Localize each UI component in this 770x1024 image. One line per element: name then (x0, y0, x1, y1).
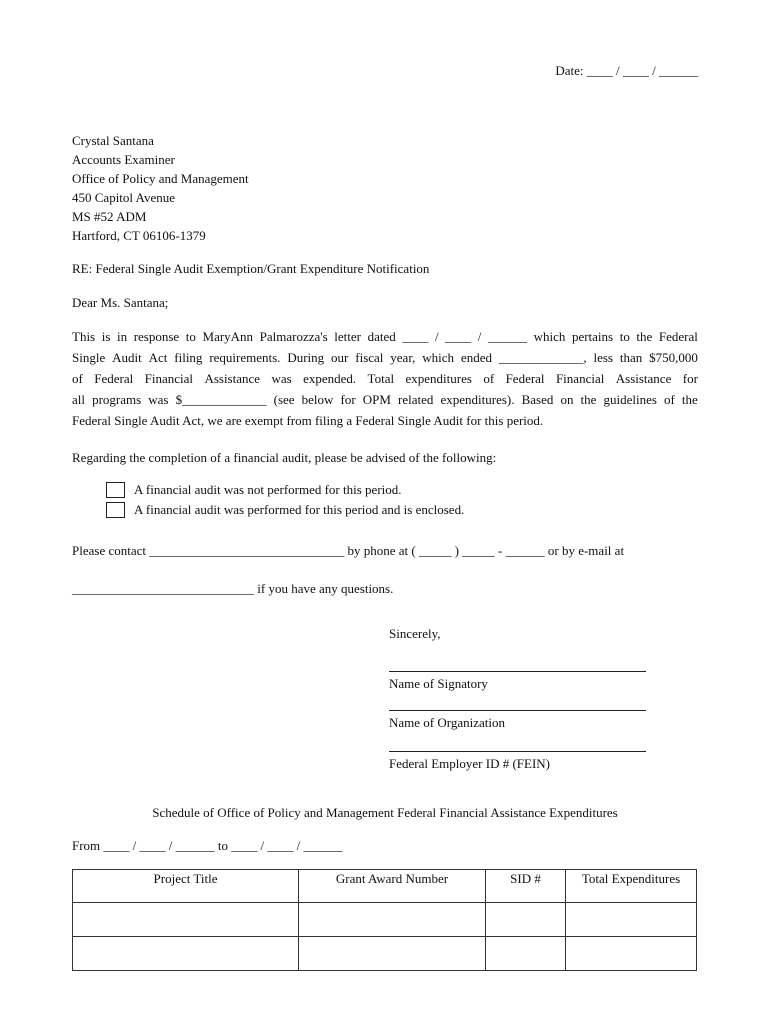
body-word: Total (367, 371, 395, 386)
recipient-office: Office of Policy and Management (72, 171, 249, 186)
body-word: programs (92, 392, 142, 407)
body-word: the (681, 392, 698, 407)
body-word: Assistance (615, 371, 672, 386)
body-word: letter (334, 329, 362, 344)
body-word: the (580, 392, 597, 407)
body-word: Federal (505, 371, 545, 386)
body-line-2 (72, 347, 698, 368)
body-word: on (560, 392, 574, 407)
body-word: which (533, 329, 566, 344)
body-line-4 (72, 389, 698, 410)
body-word: Federal (658, 329, 698, 344)
body-word: of (483, 371, 495, 386)
date-field[interactable]: Date: ____ / ____ / ______ (555, 63, 698, 78)
audit-not-performed-option[interactable] (106, 482, 402, 498)
body-line-5: Federal Single Audit Act, we are exempt from filing a Federal Single Audit for this period. (72, 413, 544, 428)
recipient-name: Crystal Santana (72, 133, 154, 148)
body-word: the (636, 329, 653, 344)
body-word: ____ (445, 329, 472, 344)
schedule-title: Schedule of Office of Policy and Management Federal Financial Assistance Expenditures (152, 805, 618, 820)
recipient-address (72, 131, 249, 245)
body-word: (see (273, 392, 295, 407)
audit-not-performed-label: A financial audit was not performed for this period. (134, 482, 402, 497)
body-word: / (477, 329, 482, 344)
cell-project-title[interactable] (73, 903, 299, 937)
recipient-street: 450 Capitol Avenue (72, 190, 176, 205)
body-word: / (434, 329, 439, 344)
body-word: MaryAnn (202, 329, 254, 344)
recipient-mail-stop: MS #52 ADM (72, 209, 147, 224)
body-word: dated (367, 329, 396, 344)
body-word: in (116, 329, 128, 344)
body-paragraph (72, 326, 698, 431)
header-total-expenditures: Total Expenditures (566, 870, 697, 903)
body-word: for (682, 371, 698, 386)
cell-grant-award-number[interactable] (299, 937, 486, 971)
cell-total-expenditures[interactable] (566, 937, 697, 971)
audit-performed-checkbox[interactable] (106, 502, 125, 518)
header-sid: SID # (486, 870, 566, 903)
cell-total-expenditures[interactable] (566, 903, 697, 937)
body-word: Act (148, 350, 168, 365)
header-project-title: Project Title (73, 870, 299, 903)
audit-not-performed-checkbox[interactable] (106, 482, 125, 498)
table-row (73, 937, 697, 971)
body-word: our (331, 350, 349, 365)
body-word: was (271, 371, 292, 386)
body-word: year, (390, 350, 416, 365)
body-word: _____________, (498, 350, 587, 365)
body-word: for (340, 392, 356, 407)
re-line: RE: Federal Single Audit Exemption/Grant Expenditure Notification (72, 261, 430, 276)
body-word: $750,000 (649, 350, 698, 365)
cell-project-title[interactable] (73, 937, 299, 971)
body-word: Based (521, 392, 554, 407)
body-word: Audit (112, 350, 142, 365)
body-word: This (72, 329, 96, 344)
signatory-label: Name of Signatory (389, 676, 488, 691)
table-row (73, 903, 697, 937)
cell-sid[interactable] (486, 937, 566, 971)
body-word: fiscal (355, 350, 384, 365)
body-word: Financial (555, 371, 605, 386)
fein-label: Federal Employer ID # (FEIN) (389, 756, 551, 771)
body-word: all (72, 392, 85, 407)
body-word: to (619, 329, 630, 344)
body-word: expenditures). (440, 392, 515, 407)
body-word: ended (460, 350, 492, 365)
body-word: below (301, 392, 334, 407)
salutation: Dear Ms. Santana; (72, 295, 169, 310)
body-word: Single (72, 350, 106, 365)
body-word: OPM (362, 392, 391, 407)
expenditures-table (72, 869, 697, 971)
body-word: expended. (303, 371, 357, 386)
recipient-title: Accounts Examiner (72, 152, 175, 167)
body-word: requirements. (209, 350, 281, 365)
body-word: filing (174, 350, 203, 365)
body-word: response (133, 329, 180, 344)
body-word: Palmarozza's (259, 329, 328, 344)
contact-line[interactable]: Please contact ______________________________ by phone at ( _____ ) _____ - ______ or by e-mail at (72, 543, 625, 558)
cell-grant-award-number[interactable] (299, 903, 486, 937)
recipient-city: Hartford, CT 06106-1379 (72, 228, 206, 243)
body-word: is (101, 329, 111, 344)
email-line[interactable]: ____________________________ if you have any questions. (72, 581, 394, 596)
cell-sid[interactable] (486, 903, 566, 937)
body-word: expenditures (405, 371, 472, 386)
body-line-1 (72, 326, 698, 347)
from-to-date-range[interactable]: From ____ / ____ / ______ to ____ / ____ / ______ (72, 838, 343, 853)
body-word: $_____________ (175, 392, 267, 407)
organization-label: Name of Organization (389, 715, 505, 730)
body-word: which (422, 350, 455, 365)
header-grant-award-number: Grant Award Number (299, 870, 486, 903)
body-word: to (185, 329, 196, 344)
body-line-3 (72, 368, 698, 389)
body-word: of (72, 371, 83, 386)
body-word: related (398, 392, 434, 407)
audit-performed-option[interactable] (106, 502, 464, 518)
body-word: During (287, 350, 325, 365)
body-word: guidelines (603, 392, 657, 407)
fein-signature-line[interactable] (389, 751, 646, 752)
audit-performed-label: A financial audit was performed for this period and is enclosed. (134, 502, 465, 517)
organization-signature-line[interactable] (389, 710, 646, 711)
closing: Sincerely, (389, 626, 441, 641)
table-header-row (73, 870, 697, 903)
body-word: less (593, 350, 613, 365)
body-word: Assistance (204, 371, 261, 386)
regarding-text: Regarding the completion of a financial audit, please be advised of the following: (72, 450, 497, 465)
signatory-signature-line[interactable] (389, 671, 646, 672)
body-word: pertains (571, 329, 614, 344)
body-word: ____ (402, 329, 429, 344)
body-word: than (619, 350, 643, 365)
body-word: was (148, 392, 169, 407)
body-word: of (664, 392, 675, 407)
body-word: Financial (144, 371, 194, 386)
body-word: ______ (487, 329, 527, 344)
body-word: Federal (94, 371, 134, 386)
